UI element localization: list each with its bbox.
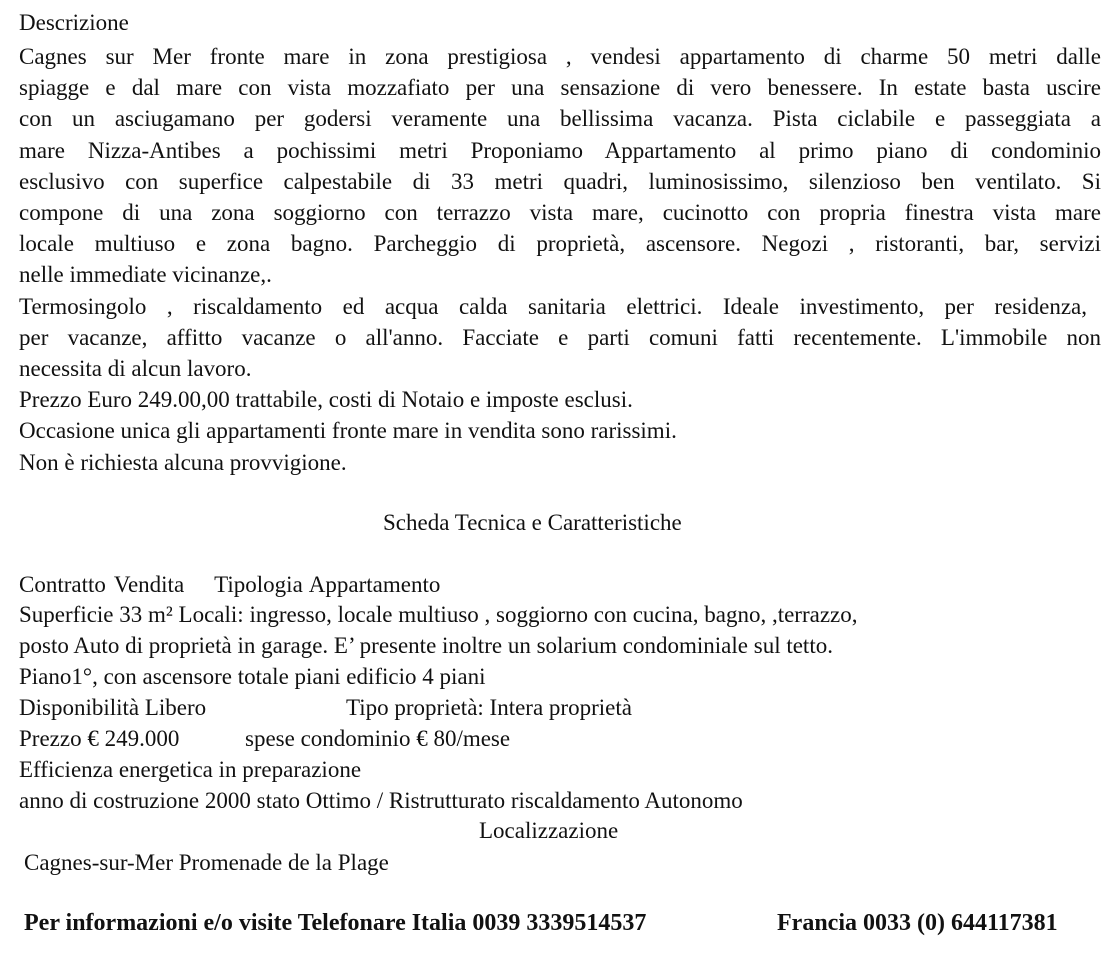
contract-value: Vendita [113,572,185,597]
ownership: Tipo proprietà: Intera proprietà [346,695,632,720]
description-heading: Descrizione [19,10,129,35]
technical-heading: Scheda Tecnica e Caratteristiche [383,510,682,535]
contact-france: Francia 0033 (0) 644117381 [777,910,1058,936]
description-line: compone di una zona soggiorno con terrazzo vista mare, cucinotto con propria finestra vista mare [19,200,1101,225]
description-line: spiagge e dal mare con vista mozzafiato per una sensazione di vero benessere. In estate basta uscire [19,75,1101,100]
condo-fees: spese condominio € 80/mese [245,726,511,751]
build-line: anno di costruzione 2000 stato Ottimo / Ristrutturato riscaldamento Autonomo [19,788,743,813]
floor-line: Piano1°, con ascensore totale piani edificio 4 piani [19,664,486,689]
description-line: locale multiuso e zona bagno. Parcheggio di proprietà, ascensore. Negozi , ristoranti, bar, servizi [19,231,1101,256]
location-address: Cagnes-sur-Mer Promenade de la Plage [24,850,389,875]
price-line: Prezzo Euro 249.00,00 trattabile, costi di Notaio e imposte esclusi. [19,387,633,412]
energy-line: Efficienza energetica in preparazione [19,757,362,782]
type-label: Tipologia [214,572,303,597]
parking-line: posto Auto di proprietà in garage. E’ presente inoltre un solarium condominiale sul tetto. [19,633,833,658]
contract-row [19,572,440,598]
availability-row [19,695,206,721]
price-row [19,726,179,752]
occasion-line: Occasione unica gli appartamenti fronte mare in vendita sono rarissimi. [19,418,677,443]
description-line: necessita di alcun lavoro. [19,356,252,381]
description-line: con un asciugamano per godersi veramente una bellissima vacanza. Pista ciclabile e passeggiata a [19,106,1101,131]
availability: Disponibilità Libero [19,695,207,720]
description-line: mare Nizza-Antibes a pochissimi metri Proponiamo Appartamento al primo piano di condominio [19,138,1101,163]
description-line: esclusivo con superfice calpestabile di 33 metri quadri, luminosissimo, silenzioso ben ventilato. Si [19,169,1101,194]
contract-label: Contratto [19,572,106,597]
description-line: Cagnes sur Mer fronte mare in zona prestigiosa , vendesi appartamento di charme 50 metri dalle [19,44,1101,69]
commission-line: Non è richiesta alcuna provvigione. [19,450,347,475]
description-line: per vacanze, affitto vacanze o all'anno. Facciate e parti comuni fatti recentemente. L'immobile non [19,325,1101,350]
surface-line: Superficie 33 m² Locali: ingresso, locale multiuso , soggiorno con cucina, bagno, ,terrazzo, [19,602,858,627]
description-line: Termosingolo , riscaldamento ed acqua calda sanitaria elettrici. Ideale investimento, per residenza, [19,294,1087,319]
location-heading: Localizzazione [479,818,619,843]
type-value: Appartamento [308,572,441,597]
contact-italy: Per informazioni e/o visite Telefonare Italia 0039 3339514537 [24,910,647,936]
description-line: nelle immediate vicinanze,. [19,262,272,287]
price: Prezzo € 249.000 [19,726,180,751]
